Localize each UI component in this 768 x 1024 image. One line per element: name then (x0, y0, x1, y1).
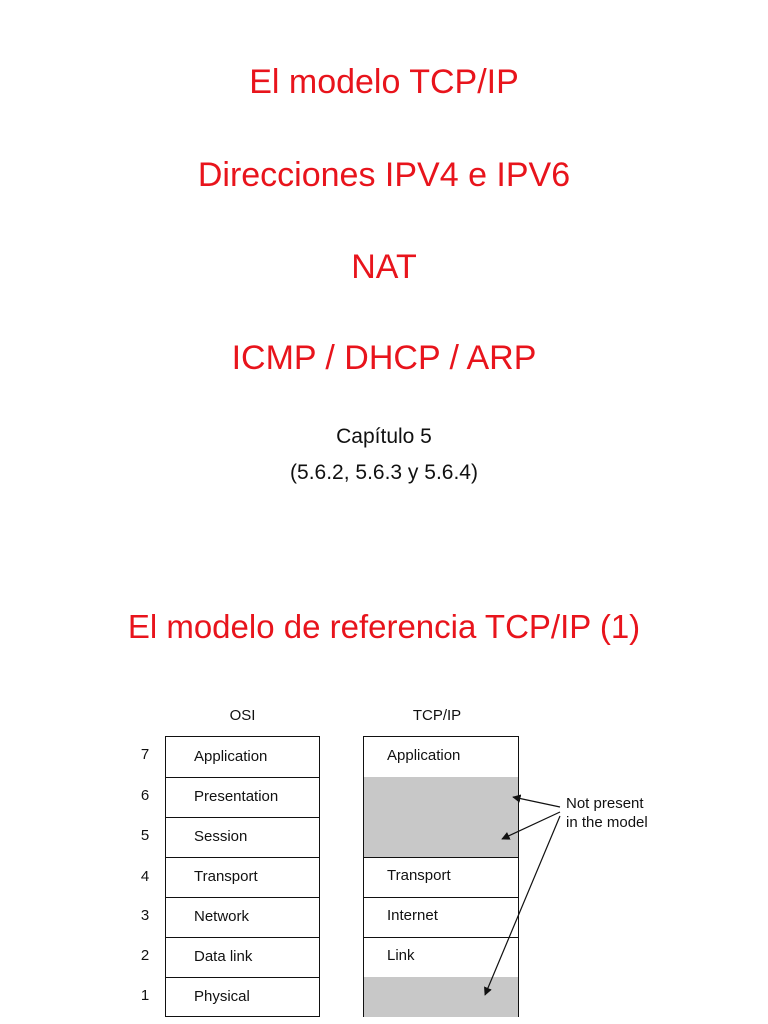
title-tcpip-model: El modelo TCP/IP (249, 63, 519, 101)
tcpip-header: TCP/IP (412, 707, 462, 724)
note-line-1: Not present (566, 795, 644, 812)
section-title: El modelo de referencia TCP/IP (1) (127, 608, 641, 645)
osi-layer-label: Physical (194, 988, 250, 1005)
arrow-to-physical (485, 816, 560, 995)
note-line-2: in the model (566, 814, 648, 831)
layer-number: 3 (140, 907, 150, 924)
osi-layer-label: Network (194, 908, 250, 925)
osi-layer-label: Transport (194, 868, 258, 885)
osi-layer-label: Presentation (194, 788, 279, 805)
osi-layer-label: Application (194, 748, 268, 765)
layer-number: 4 (140, 868, 150, 885)
note-arrows (0, 690, 768, 1024)
osi-tcpip-diagram (0, 690, 768, 1024)
chapter-label: Capítulo 5 (336, 425, 432, 448)
tcpip-layer-label: Application (387, 747, 461, 764)
tcpip-layer-label: Internet (387, 907, 438, 924)
title-nat: NAT (351, 248, 417, 286)
chapter-sections: (5.6.2, 5.6.3 y 5.6.4) (290, 461, 478, 484)
arrow-to-session (502, 812, 560, 839)
osi-layer-label: Session (194, 828, 248, 845)
osi-layer-label: Data link (194, 948, 253, 965)
layer-number: 5 (140, 827, 150, 844)
title-ip-addresses: Direcciones IPV4 e IPV6 (197, 156, 571, 194)
title-protocols: ICMP / DHCP / ARP (231, 339, 537, 377)
arrow-to-presentation (513, 797, 560, 807)
layer-number: 1 (140, 987, 150, 1004)
layer-number: 7 (140, 746, 150, 763)
layer-number: 6 (140, 787, 150, 804)
tcpip-layer-label: Transport (387, 867, 451, 884)
layer-number: 2 (140, 947, 150, 964)
osi-header: OSI (229, 707, 256, 724)
tcpip-layer-label: Link (387, 947, 415, 964)
